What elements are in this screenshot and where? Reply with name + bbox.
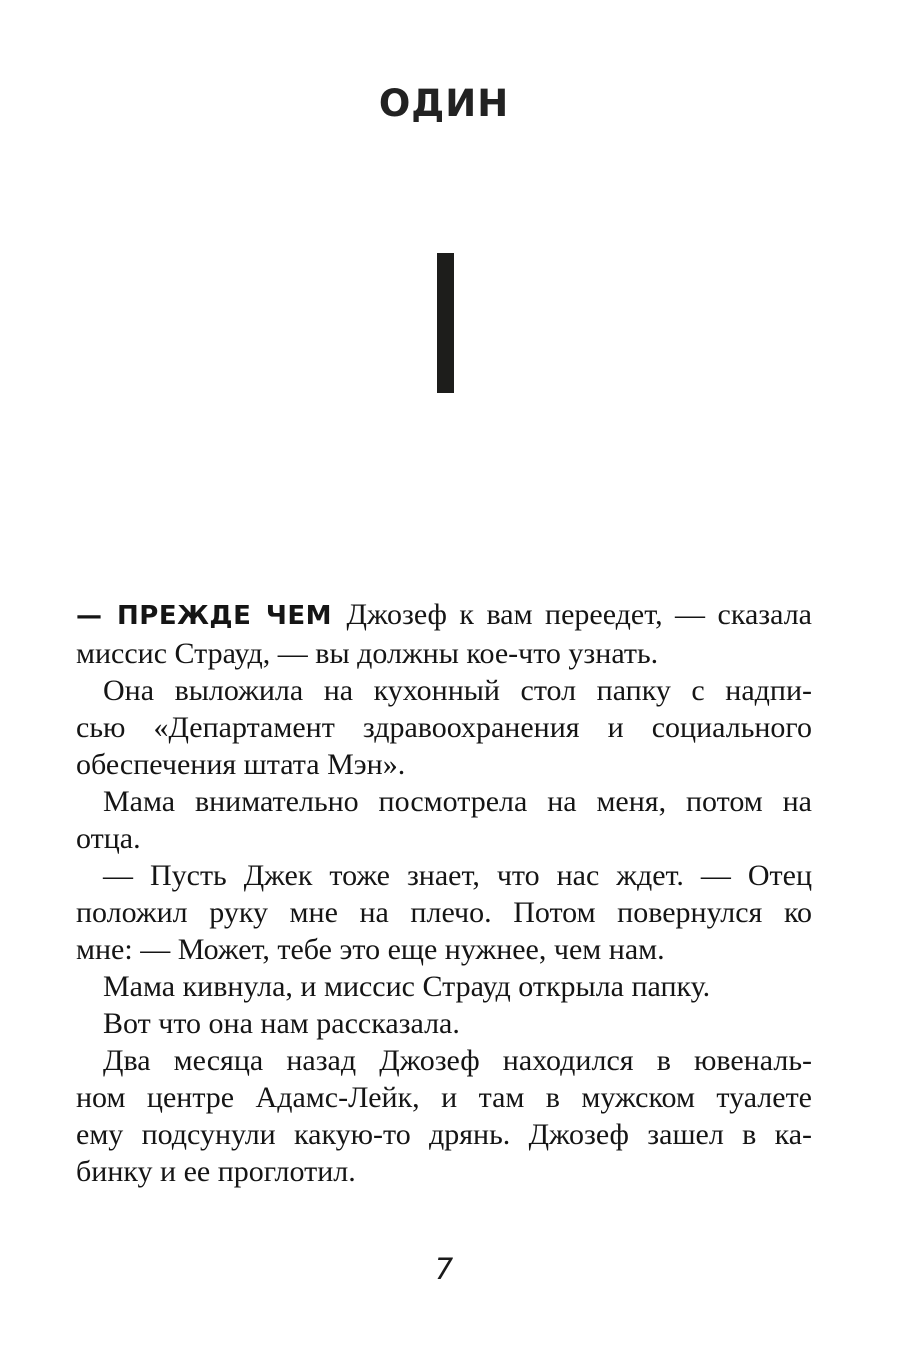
text-line: мне: — Может, тебе это еще нужнее, чем нам. (76, 933, 665, 966)
text-line: положил руку мне на плечо. Потом повернулся ко (76, 896, 812, 929)
text-line: ему подсунули какую-то дрянь. Джозеф зашел в ка- (76, 1118, 812, 1151)
chapter-heading: ОДИН (378, 82, 510, 125)
text-line: Она выложила на кухонный стол папку с надпи- (103, 674, 812, 707)
text-line: ном центре Адамс-Лейк, и там в мужском туалете (76, 1081, 812, 1114)
text-line: Вот что она нам рассказала. (103, 1007, 460, 1040)
text-line: обеспечения штата Мэн». (76, 748, 406, 781)
text-line: Два месяца назад Джозеф находился в ювеналь- (103, 1044, 812, 1077)
body-text (76, 596, 812, 1190)
paragraph (76, 968, 812, 1005)
paragraph (76, 1042, 812, 1190)
paragraph (76, 1005, 812, 1042)
text-line: Мама внимательно посмотрела на меня, потом на (103, 785, 812, 818)
paragraph (76, 783, 812, 857)
text-line: отца. (76, 822, 141, 855)
text-line: — Пусть Джек тоже знает, что нас ждет. — Отец (103, 859, 812, 892)
paragraph (76, 596, 812, 672)
text-line: Мама кивнула, и миссис Страуд открыла папку. (103, 970, 711, 1003)
text-line: сью «Департамент здравоохранения и социального (76, 711, 812, 744)
text-line: миссис Страуд, — вы должны кое-что узнать. (76, 637, 659, 670)
paragraph-lead: — ПРЕЖДЕ ЧЕМ (76, 601, 347, 631)
chapter-numeral-bar-icon (437, 253, 454, 393)
page-number: 7 (434, 1252, 454, 1286)
text-line: бинку и ее проглотил. (76, 1155, 356, 1188)
paragraph (76, 857, 812, 968)
paragraph (76, 672, 812, 783)
text-line: — ПРЕЖДЕ ЧЕМ Джозеф к вам переедет, — сказала (76, 598, 812, 631)
